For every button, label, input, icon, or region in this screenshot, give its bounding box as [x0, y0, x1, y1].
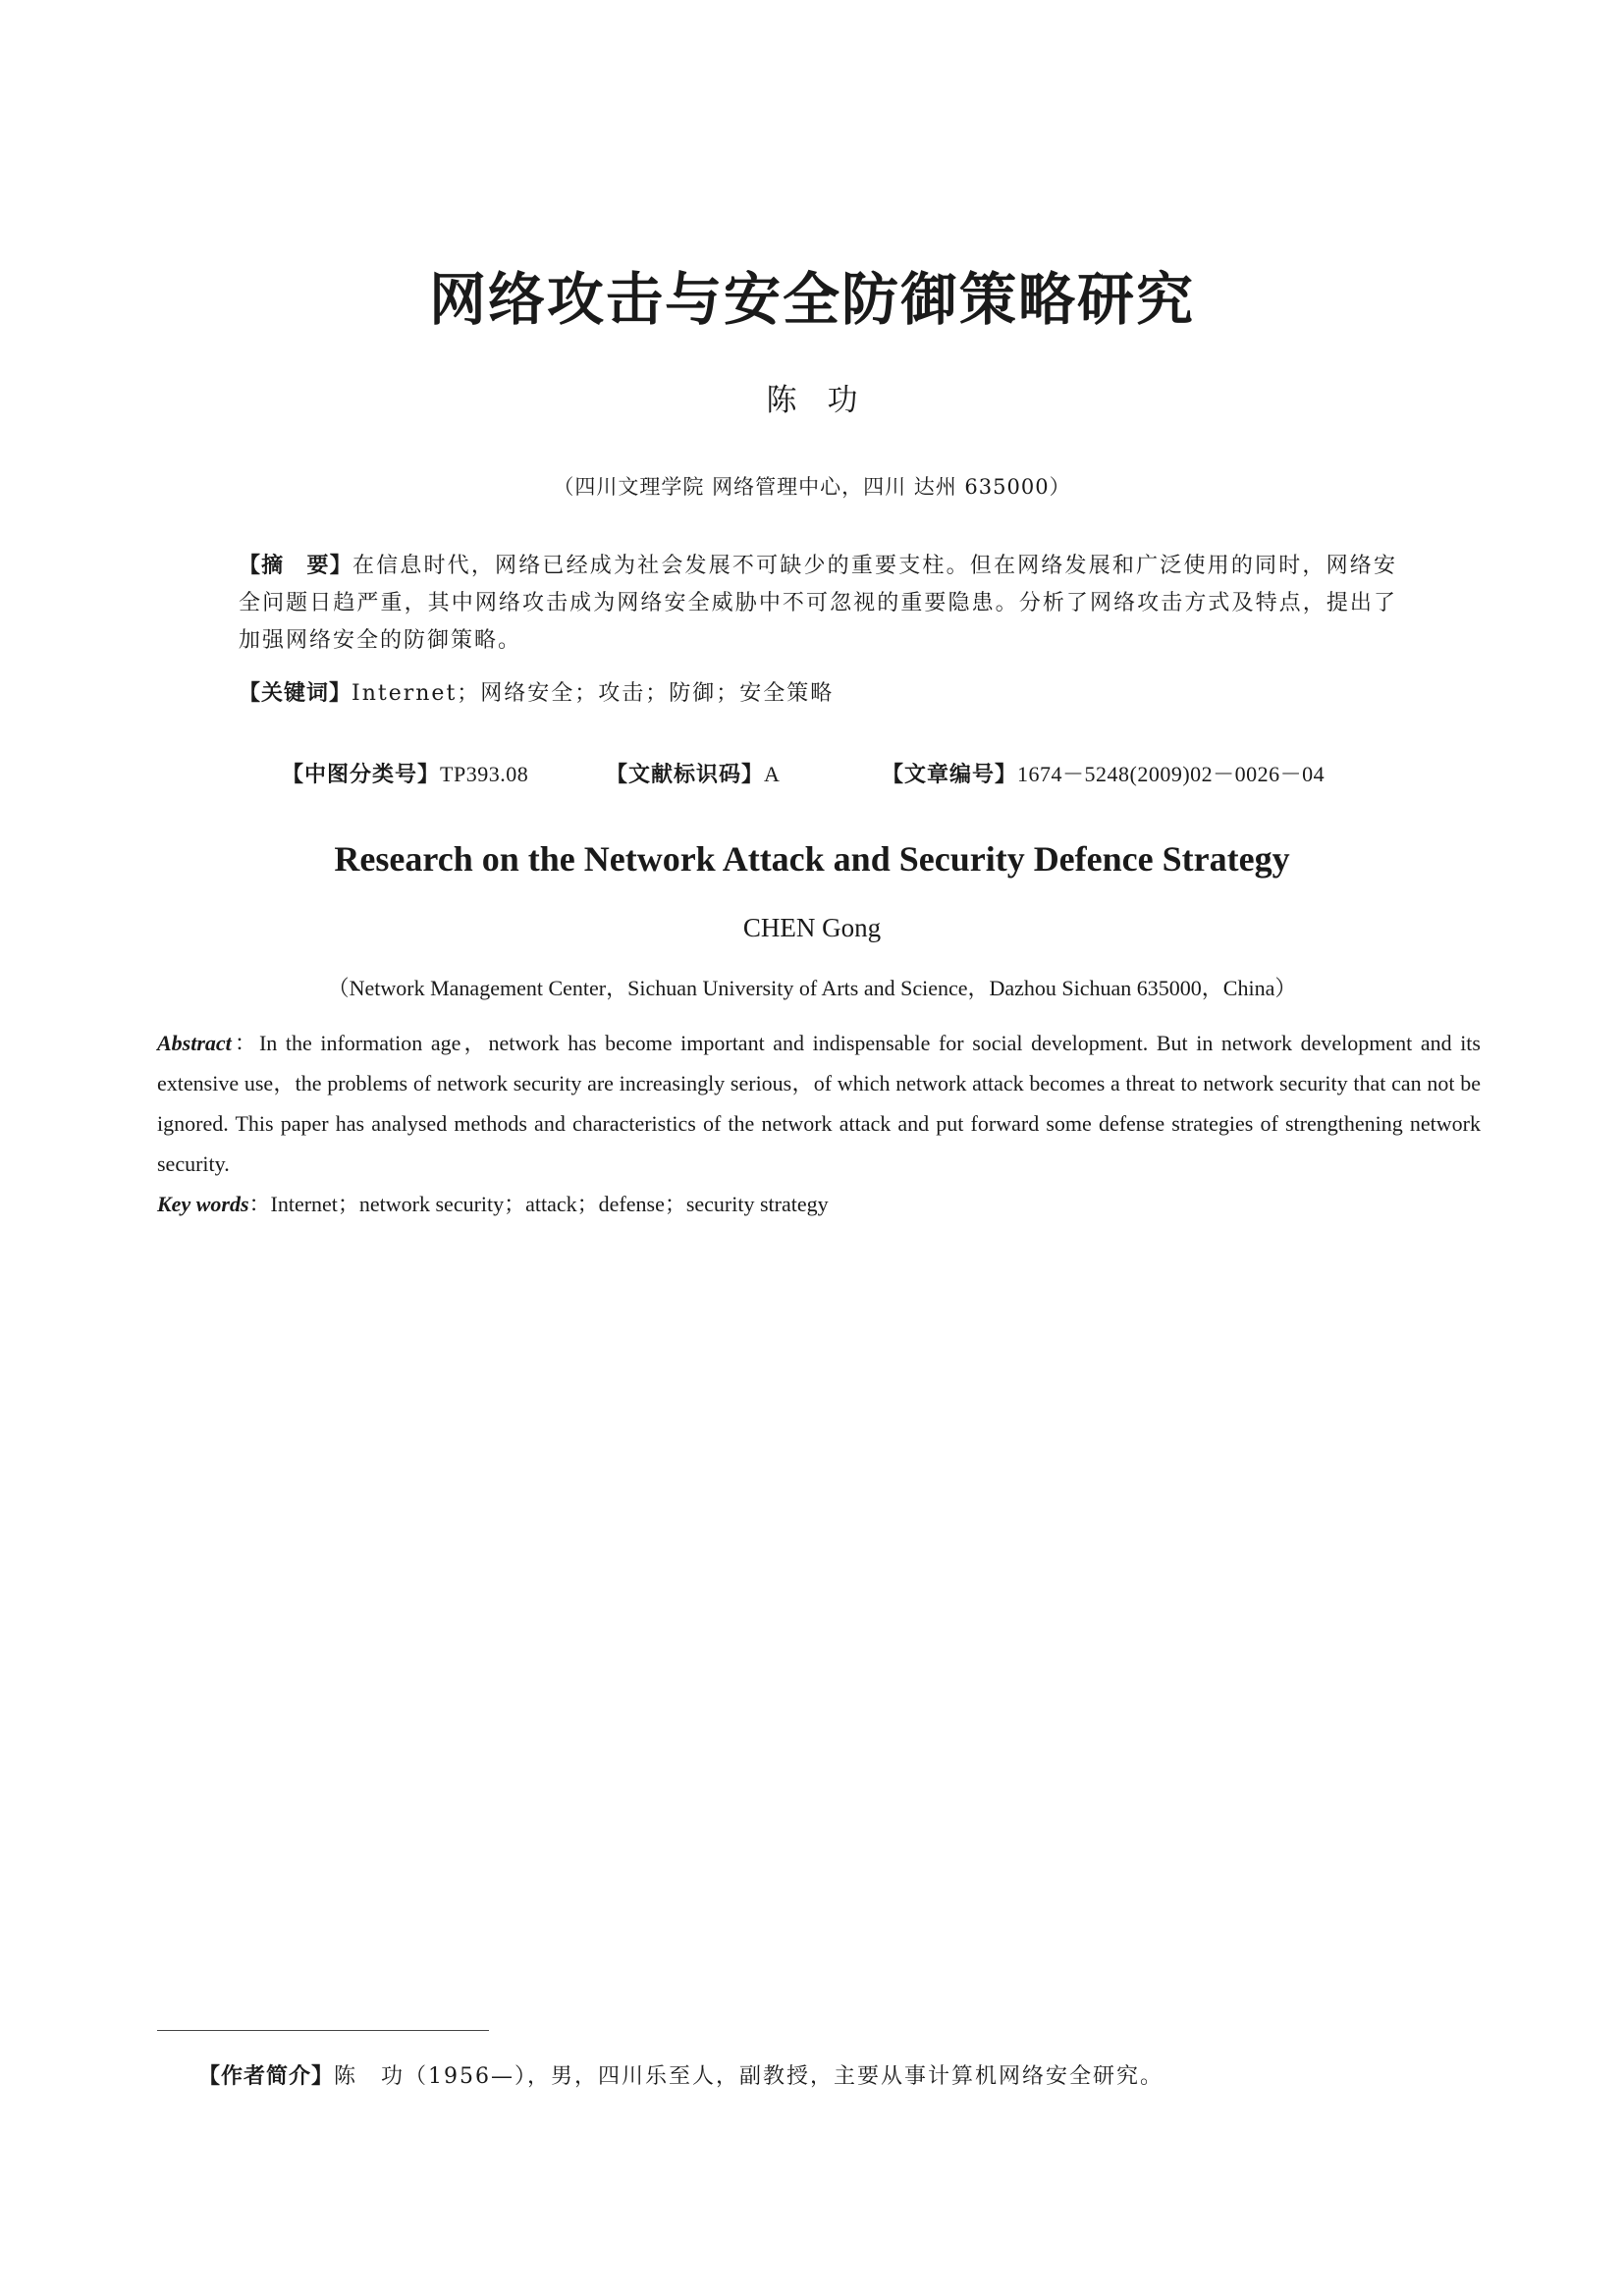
author-bio-label: 【作者简介】: [198, 2064, 335, 2089]
abstract-chinese-text: 在信息时代，网络已经成为社会发展不可缺少的重要支柱。但在网络发展和广泛使用的同时，网络安全问题日趋严重，其中网络攻击成为网络安全威胁中不可忽视的重要隐患。分析了网络攻击方式及特点，提出了加强网络安全的防御策略。: [239, 554, 1397, 653]
paper-title-chinese: 网络攻击与安全防御策略研究: [428, 266, 1195, 333]
article-id: [882, 758, 1325, 788]
keywords-chinese-label: 【关键词】: [239, 681, 352, 706]
keywords-english: [157, 1184, 1481, 1224]
document-code: [606, 758, 780, 788]
document-code-value: A: [764, 762, 781, 786]
article-id-label: 【文章编号】: [882, 763, 1018, 787]
clc-number-value: TP393.08: [440, 762, 529, 786]
abstract-chinese-label: 【摘 要】: [239, 554, 352, 578]
paper-title-english: Research on the Network Attack and Security Defence Strategy: [334, 839, 1290, 879]
article-id-value: 1674－5248(2009)02－0026－04: [1017, 762, 1326, 786]
abstract-english: [157, 1023, 1481, 1184]
abstract-english-text: ：In the information age，network has become important and indispensable for social development. But in network development and its extensive use，the problems of network security are increasingly serious，of which network attack becomes a threat to network security that can not be ignored. This paper has analysed methods and characteristics of the network attack and put forward some defense strategies of strengthening network security.: [157, 1031, 1481, 1176]
author-name-english: CHEN Gong: [742, 913, 882, 942]
affiliation-english: （Network Management Center，Sichuan University of Arts and Science，Dazhou Sichuan 635000，China）: [327, 976, 1297, 1000]
clc-number: [282, 758, 528, 788]
footnote-divider: [157, 2030, 489, 2031]
author-name-chinese: 陈 功: [766, 383, 858, 418]
affiliation-chinese: （四川文理学院 网络管理中心，四川 达州 635000）: [553, 475, 1071, 499]
author-bio-text: 陈 功（1956—），男，四川乐至人，副教授，主要从事计算机网络安全研究。: [334, 2064, 1164, 2089]
clc-number-label: 【中图分类号】: [282, 763, 441, 787]
abstract-chinese: [239, 548, 1397, 660]
keywords-chinese: [239, 675, 1397, 713]
author-bio-footnote: [198, 2059, 1164, 2090]
keywords-chinese-text: Internet；网络安全；攻击；防御；安全策略: [352, 681, 835, 706]
keywords-english-label: Key words: [157, 1192, 249, 1216]
keywords-english-text: ：Internet；network security；attack；defense；security strategy: [248, 1192, 829, 1216]
abstract-english-label: Abstract: [157, 1031, 232, 1055]
document-code-label: 【文献标识码】: [606, 763, 765, 787]
